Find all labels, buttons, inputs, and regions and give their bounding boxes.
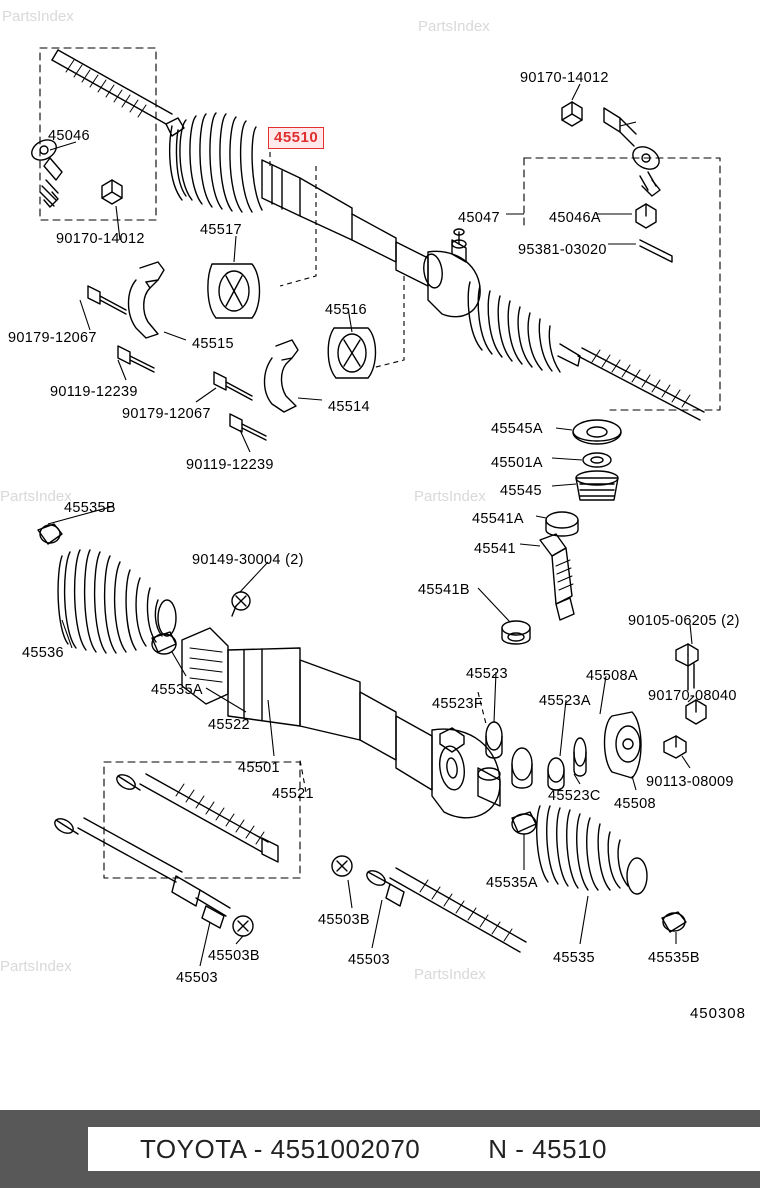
part-label[interactable]: 45503: [348, 952, 390, 968]
part-label[interactable]: 45541: [474, 541, 516, 557]
part-label[interactable]: 45521: [272, 786, 314, 802]
part-label[interactable]: 45535B: [64, 500, 116, 516]
part-label[interactable]: 45047: [458, 210, 500, 226]
side-and-code: N - 45510: [488, 1133, 607, 1164]
highlighted-part-label[interactable]: 45510: [268, 127, 324, 149]
part-label[interactable]: 90179-12067: [122, 406, 211, 422]
part-label[interactable]: 45516: [325, 302, 367, 318]
part-label[interactable]: 45501A: [491, 455, 543, 471]
part-label[interactable]: 45545A: [491, 421, 543, 437]
part-label[interactable]: 45522: [208, 717, 250, 733]
watermark: PartsIndex: [0, 488, 72, 505]
part-label[interactable]: 90119-12239: [186, 457, 274, 473]
part-label[interactable]: 45523F: [432, 696, 483, 712]
part-label[interactable]: 45535: [553, 950, 595, 966]
part-label[interactable]: 45545: [500, 483, 542, 499]
part-label[interactable]: 90113-08009: [646, 774, 734, 790]
part-label[interactable]: 90170-14012: [520, 70, 609, 86]
part-label[interactable]: 90170-08040: [648, 688, 737, 704]
part-label[interactable]: 45515: [192, 336, 234, 352]
part-label[interactable]: 90119-12239: [50, 384, 138, 400]
part-label[interactable]: 45536: [22, 645, 64, 661]
part-label[interactable]: 45523A: [539, 693, 591, 709]
drawing-code: 450308: [689, 1005, 746, 1022]
part-label[interactable]: 45046: [48, 128, 90, 144]
part-label[interactable]: 45514: [328, 399, 370, 415]
part-label[interactable]: 45503B: [208, 948, 260, 964]
watermark: PartsIndex: [414, 966, 486, 983]
part-label[interactable]: 45535B: [648, 950, 700, 966]
part-label[interactable]: 45541B: [418, 582, 470, 598]
part-label[interactable]: 45517: [200, 222, 242, 238]
part-label[interactable]: 45535A: [486, 875, 538, 891]
part-label[interactable]: 90149-30004 (2): [192, 552, 304, 568]
footer-content: [88, 1127, 760, 1171]
part-label[interactable]: 45523C: [548, 788, 601, 804]
part-label[interactable]: 45541A: [472, 511, 524, 527]
part-label[interactable]: 95381-03020: [518, 242, 607, 258]
watermark: PartsIndex: [2, 8, 74, 25]
part-label[interactable]: 45523: [466, 666, 508, 682]
part-label[interactable]: 90179-12067: [8, 330, 97, 346]
watermark: PartsIndex: [418, 18, 490, 35]
part-label[interactable]: 45503: [176, 970, 218, 986]
part-label[interactable]: 45508A: [586, 668, 638, 684]
part-label[interactable]: 45501: [238, 760, 280, 776]
brand-part-number: TOYOTA - 4551002070: [140, 1133, 421, 1164]
part-label[interactable]: 45508: [614, 796, 656, 812]
part-label[interactable]: 90105-06205 (2): [628, 613, 740, 629]
part-label[interactable]: 45535A: [151, 682, 203, 698]
part-label[interactable]: 90170-14012: [56, 231, 145, 247]
watermark: PartsIndex: [414, 488, 486, 505]
part-label[interactable]: 45046A: [549, 210, 601, 226]
watermark: PartsIndex: [0, 958, 72, 975]
part-label[interactable]: 45503B: [318, 912, 370, 928]
